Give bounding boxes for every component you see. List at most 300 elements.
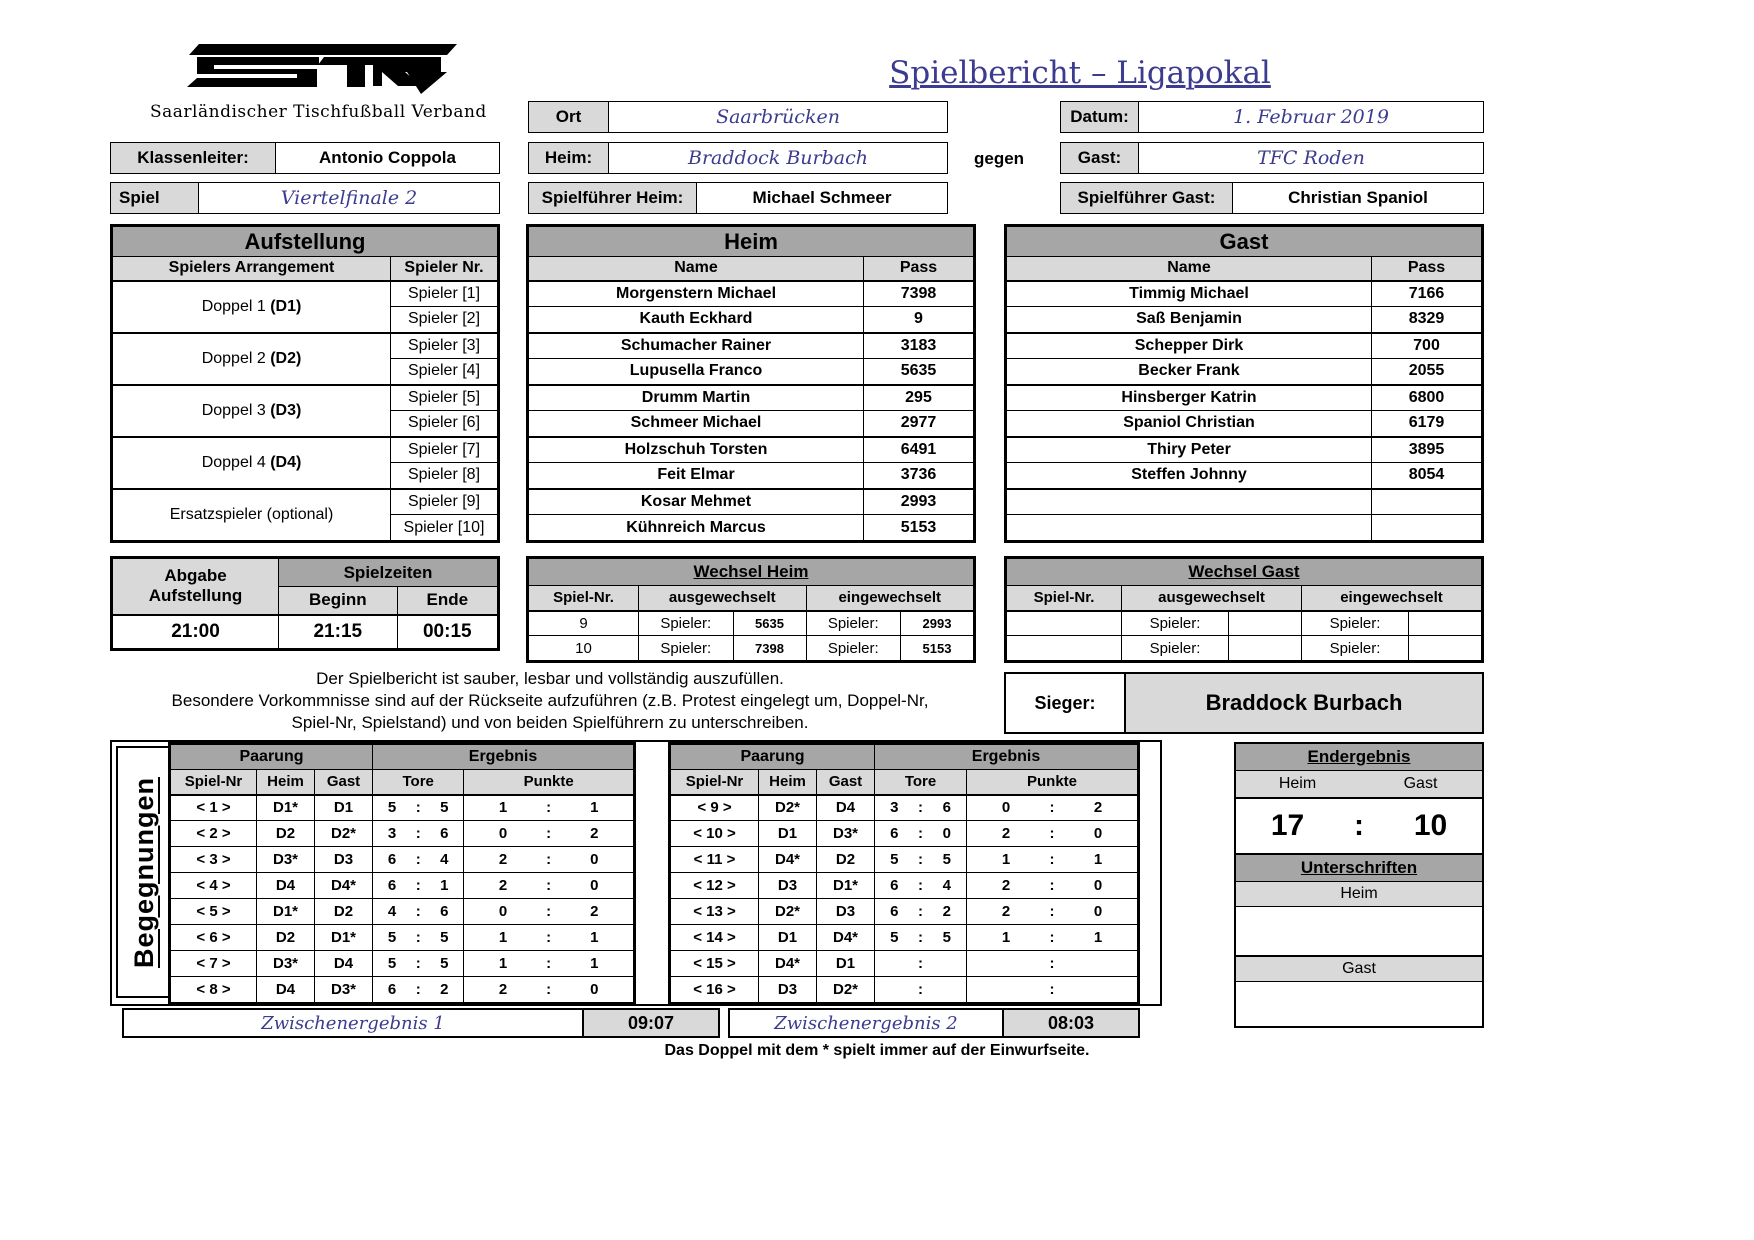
tore-colon: : xyxy=(411,925,425,951)
heim-field xyxy=(528,142,948,174)
match-tore-gast[interactable]: 6 xyxy=(425,899,464,925)
match-tore-gast[interactable]: 6 xyxy=(425,821,464,847)
match-heim-doppel[interactable]: D2* xyxy=(759,795,817,821)
col-spielnr-right: Spiel-Nr xyxy=(671,770,759,795)
heim-player-name[interactable]: Kühnreich Marcus xyxy=(529,515,864,541)
endergebnis-col-heim: Heim xyxy=(1278,775,1317,792)
wechsel-gast-in-value[interactable] xyxy=(1408,612,1481,636)
match-spielnr: < 13 > xyxy=(671,899,759,925)
aufstellung-player-slot[interactable]: Spieler [7] xyxy=(391,437,498,463)
spielfuehrer-heim-label: Spielführer Heim: xyxy=(529,183,697,213)
signature-gast-area[interactable] xyxy=(1236,982,1482,1026)
note-line-2: Besondere Vorkommnisse sind auf der Rückseite aufzuführen (z.B. Protest eingelegt um, Doppel-Nr, xyxy=(171,690,929,710)
punkte-colon: : xyxy=(542,821,556,847)
col-heim-right: Heim xyxy=(759,770,817,795)
match-spielnr: < 2 > xyxy=(171,821,257,847)
klassenleiter-field xyxy=(110,142,500,174)
match-heim-doppel[interactable]: D3* xyxy=(257,847,315,873)
aufstellung-table xyxy=(110,224,500,543)
match-punkte-heim[interactable]: 2 xyxy=(967,821,1045,847)
gast-player-pass[interactable]: 8329 xyxy=(1372,307,1482,333)
endergebnis-panel xyxy=(1234,742,1484,1028)
heim-player-name[interactable]: Feit Elmar xyxy=(529,463,864,489)
wechsel-heim-table xyxy=(526,556,976,663)
match-punkte-heim[interactable]: 0 xyxy=(967,795,1045,821)
aufstellung-player-slot[interactable]: Spieler [1] xyxy=(391,281,498,307)
datum-label: Datum: xyxy=(1061,102,1139,132)
spielzeiten-col-beginn: Beginn xyxy=(279,587,398,615)
punkte-colon: : xyxy=(1045,847,1059,873)
match-tore-gast[interactable]: 0 xyxy=(928,821,967,847)
col-tore-right: Tore xyxy=(875,770,967,795)
match-heim-doppel[interactable]: D3 xyxy=(759,873,817,899)
punkte-colon: : xyxy=(1045,873,1059,899)
gast-label: Gast: xyxy=(1061,143,1139,173)
match-punkte-heim[interactable]: 2 xyxy=(967,873,1045,899)
match-spielnr: < 7 > xyxy=(171,951,257,977)
match-punkte-heim[interactable]: 1 xyxy=(967,925,1045,951)
match-punkte-heim[interactable]: 1 xyxy=(464,951,542,977)
aufstellung-player-slot[interactable]: Spieler [9] xyxy=(391,489,498,515)
heim-player-name[interactable]: Schumacher Rainer xyxy=(529,333,864,359)
aufstellung-group-label: Ersatzspieler (optional) xyxy=(113,489,391,541)
gast-player-name[interactable]: Spaniol Christian xyxy=(1007,411,1372,437)
match-tore-gast[interactable]: 5 xyxy=(425,925,464,951)
aufstellung-player-slot[interactable]: Spieler [3] xyxy=(391,333,498,359)
match-tore-gast[interactable]: 1 xyxy=(425,873,464,899)
heim-player-name[interactable]: Holzschuh Torsten xyxy=(529,437,864,463)
gegen-label: gegen xyxy=(974,149,1025,168)
begegnungen-side-label: Begegnungen xyxy=(128,776,159,968)
match-punkte-heim[interactable] xyxy=(967,977,1045,1003)
wechsel-gast-out-value[interactable] xyxy=(1228,636,1301,660)
heim-player-pass[interactable]: 5635 xyxy=(864,359,974,385)
match-punkte-gast[interactable]: 2 xyxy=(556,821,634,847)
wechsel-gast-caption: Wechsel Gast xyxy=(1007,559,1482,586)
gast-player-name[interactable]: Saß Benjamin xyxy=(1007,307,1372,333)
note-line-3: Spiel-Nr, Spielstand) und von beiden Spielführern zu unterschreiben. xyxy=(291,712,809,732)
abgabe-line1: Abgabe xyxy=(164,566,227,586)
heim-player-name[interactable]: Kauth Eckhard xyxy=(529,307,864,333)
match-punkte-heim[interactable]: 0 xyxy=(464,821,542,847)
gast-player-name[interactable]: Schepper Dirk xyxy=(1007,333,1372,359)
match-tore-gast[interactable]: 5 xyxy=(928,925,967,951)
match-tore-gast[interactable] xyxy=(928,977,967,1003)
zwischenergebnis-1-label: Zwischenergebnis 1 xyxy=(124,1010,584,1036)
match-gast-doppel[interactable]: D3* xyxy=(315,977,373,1003)
gast-player-name[interactable]: Timmig Michael xyxy=(1007,281,1372,307)
wechsel-heim-spielnr[interactable]: 10 xyxy=(529,636,639,661)
match-tore-gast[interactable]: 4 xyxy=(928,873,967,899)
wechsel-heim-spielnr[interactable]: 9 xyxy=(529,611,639,636)
aufstellung-player-slot[interactable]: Spieler [4] xyxy=(391,359,498,385)
match-punkte-heim[interactable]: 2 xyxy=(464,847,542,873)
match-punkte-heim[interactable]: 1 xyxy=(967,847,1045,873)
punkte-colon: : xyxy=(1045,899,1059,925)
gast-player-name[interactable] xyxy=(1007,515,1372,541)
match-tore-heim[interactable]: 6 xyxy=(373,873,412,899)
beginn-value[interactable]: 21:15 xyxy=(279,615,398,649)
spiel-value[interactable]: Viertelfinale 2 xyxy=(199,183,499,213)
match-punkte-heim[interactable]: 2 xyxy=(464,977,542,1003)
aufstellung-col-arrangement: Spielers Arrangement xyxy=(113,257,391,281)
match-tore-gast[interactable]: 2 xyxy=(928,899,967,925)
spielfuehrer-heim-value[interactable]: Michael Schmeer xyxy=(697,183,947,213)
match-heim-doppel[interactable]: D4* xyxy=(759,951,817,977)
heim-team-caption: Heim xyxy=(529,227,974,257)
stv-logo-icon xyxy=(169,42,461,100)
match-gast-doppel[interactable]: D3* xyxy=(817,821,875,847)
match-tore-heim[interactable]: 5 xyxy=(875,925,914,951)
wechsel-heim-col-spielnr: Spiel-Nr. xyxy=(529,586,639,611)
heim-player-name[interactable]: Lupusella Franco xyxy=(529,359,864,385)
match-gast-doppel[interactable]: D1* xyxy=(817,873,875,899)
heim-player-name[interactable]: Drumm Martin xyxy=(529,385,864,411)
match-spielnr: < 10 > xyxy=(671,821,759,847)
match-spielnr: < 8 > xyxy=(171,977,257,1003)
match-tore-heim[interactable]: 6 xyxy=(373,847,412,873)
match-tore-gast[interactable]: 5 xyxy=(928,847,967,873)
wechsel-heim-out-label: Spieler: xyxy=(660,639,712,657)
federation-logo-block xyxy=(150,42,487,122)
endergebnis-heim-score[interactable]: 17 xyxy=(1270,809,1305,842)
paarung-header-right: Paarung xyxy=(671,745,875,770)
spielzeiten-caption: Spielzeiten xyxy=(279,559,498,587)
wechsel-heim-in-value[interactable]: 2993 xyxy=(900,612,973,636)
ende-value[interactable]: 00:15 xyxy=(397,615,497,649)
spielzeiten-col-ende: Ende xyxy=(397,587,497,615)
match-gast-doppel[interactable]: D2 xyxy=(817,847,875,873)
match-punkte-gast[interactable]: 1 xyxy=(556,795,634,821)
wechsel-heim-out-label: Spieler: xyxy=(660,614,712,632)
match-gast-doppel[interactable]: D2 xyxy=(315,899,373,925)
heim-player-name[interactable]: Schmeer Michael xyxy=(529,411,864,437)
match-punkte-gast[interactable]: 0 xyxy=(1059,821,1138,847)
heim-player-pass[interactable]: 7398 xyxy=(864,281,974,307)
match-punkte-gast[interactable] xyxy=(1059,977,1138,1003)
gast-player-name[interactable]: Becker Frank xyxy=(1007,359,1372,385)
heim-player-pass[interactable]: 295 xyxy=(864,385,974,411)
match-punkte-gast[interactable]: 2 xyxy=(556,899,634,925)
endergebnis-gast-score[interactable]: 10 xyxy=(1413,809,1448,842)
match-heim-doppel[interactable]: D1 xyxy=(759,925,817,951)
zwischenergebnis-1-box xyxy=(122,1008,720,1038)
wechsel-heim-out-value[interactable]: 5635 xyxy=(733,612,806,636)
zwischenergebnis-2-box xyxy=(728,1008,1140,1038)
footnote: Das Doppel mit dem * spielt immer auf der Einwurfseite. xyxy=(664,1042,1090,1059)
match-tore-heim[interactable] xyxy=(875,977,914,1003)
match-spielnr: < 14 > xyxy=(671,925,759,951)
wechsel-gast-table xyxy=(1004,556,1484,663)
tore-colon: : xyxy=(914,795,928,821)
match-tore-gast[interactable]: 6 xyxy=(928,795,967,821)
sieger-value[interactable]: Braddock Burbach xyxy=(1126,674,1482,732)
match-gast-doppel[interactable]: D2* xyxy=(315,821,373,847)
note-line-1: Der Spielbericht ist sauber, lesbar und vollständig auszufüllen. xyxy=(316,669,784,688)
match-tore-gast[interactable]: 2 xyxy=(425,977,464,1003)
signature-heim-area[interactable] xyxy=(1236,907,1482,957)
tore-colon: : xyxy=(914,847,928,873)
match-punkte-gast[interactable]: 1 xyxy=(556,925,634,951)
tore-colon: : xyxy=(914,951,928,977)
match-punkte-gast[interactable]: 2 xyxy=(1059,795,1138,821)
tore-colon: : xyxy=(411,873,425,899)
gast-team-caption: Gast xyxy=(1007,227,1482,257)
tore-colon: : xyxy=(914,925,928,951)
match-spielnr: < 15 > xyxy=(671,951,759,977)
sieger-label: Sieger: xyxy=(1006,674,1126,732)
aufstellung-player-slot[interactable]: Spieler [5] xyxy=(391,385,498,411)
match-gast-doppel[interactable]: D4* xyxy=(817,925,875,951)
match-tore-heim[interactable] xyxy=(875,951,914,977)
match-heim-doppel[interactable]: D4 xyxy=(257,977,315,1003)
abgabe-label xyxy=(113,559,279,615)
match-spielnr: < 12 > xyxy=(671,873,759,899)
match-punkte-gast[interactable]: 0 xyxy=(556,847,634,873)
heim-player-pass[interactable]: 2977 xyxy=(864,411,974,437)
tore-colon: : xyxy=(411,899,425,925)
punkte-colon: : xyxy=(1045,795,1059,821)
punkte-colon: : xyxy=(1045,821,1059,847)
punkte-colon: : xyxy=(542,847,556,873)
sieger-box xyxy=(1004,672,1484,734)
gast-player-pass[interactable]: 6800 xyxy=(1372,385,1482,411)
wechsel-gast-out-value[interactable] xyxy=(1228,612,1301,636)
wechsel-gast-in-value[interactable] xyxy=(1408,636,1481,660)
match-punkte-gast[interactable]: 0 xyxy=(1059,873,1138,899)
wechsel-heim-in-label: Spieler: xyxy=(827,614,879,632)
klassenleiter-value[interactable]: Antonio Coppola xyxy=(276,143,499,173)
gast-field xyxy=(1060,142,1484,174)
match-gast-doppel[interactable]: D4 xyxy=(817,795,875,821)
wechsel-gast-in-label: Spieler: xyxy=(1329,639,1381,657)
match-tore-heim[interactable]: 5 xyxy=(875,847,914,873)
page-title: Spielbericht – Ligapokal xyxy=(889,55,1271,91)
gast-player-pass[interactable]: 6179 xyxy=(1372,411,1482,437)
match-gast-doppel[interactable]: D3 xyxy=(817,899,875,925)
tore-colon: : xyxy=(411,951,425,977)
match-tore-gast[interactable]: 5 xyxy=(425,795,464,821)
match-gast-doppel[interactable]: D2* xyxy=(817,977,875,1003)
wechsel-heim-in-value[interactable]: 5153 xyxy=(900,636,973,660)
punkte-colon: : xyxy=(1045,925,1059,951)
match-heim-doppel[interactable]: D2 xyxy=(257,821,315,847)
gast-player-name[interactable]: Hinsberger Katrin xyxy=(1007,385,1372,411)
match-spielnr: < 3 > xyxy=(171,847,257,873)
klassenleiter-label: Klassenleiter: xyxy=(111,143,276,173)
match-heim-doppel[interactable]: D1 xyxy=(759,821,817,847)
match-tore-heim[interactable]: 5 xyxy=(373,925,412,951)
punkte-colon: : xyxy=(1045,977,1059,1003)
punkte-colon: : xyxy=(542,951,556,977)
tore-colon: : xyxy=(914,899,928,925)
gast-team-table xyxy=(1004,224,1484,543)
match-heim-doppel[interactable]: D2 xyxy=(257,925,315,951)
match-heim-doppel[interactable]: D4* xyxy=(759,847,817,873)
heim-team-table xyxy=(526,224,976,543)
gast-player-name[interactable]: Steffen Johnny xyxy=(1007,463,1372,489)
heim-label: Heim: xyxy=(529,143,609,173)
zwischenergebnis-2-label: Zwischenergebnis 2 xyxy=(730,1010,1004,1036)
match-tore-gast[interactable] xyxy=(928,951,967,977)
gast-player-pass[interactable]: 2055 xyxy=(1372,359,1482,385)
match-spielnr: < 16 > xyxy=(671,977,759,1003)
wechsel-gast-out-label: Spieler: xyxy=(1149,614,1201,632)
endergebnis-caption: Endergebnis xyxy=(1236,744,1482,771)
match-punkte-heim[interactable]: 2 xyxy=(464,873,542,899)
match-punkte-gast[interactable]: 1 xyxy=(556,951,634,977)
wechsel-gast-col-in: eingewechselt xyxy=(1302,586,1482,611)
match-tore-heim[interactable]: 5 xyxy=(373,951,412,977)
ort-value[interactable]: Saarbrücken xyxy=(609,102,947,132)
wechsel-gast-col-spielnr: Spiel-Nr. xyxy=(1007,586,1122,611)
match-gast-doppel[interactable]: D1 xyxy=(315,795,373,821)
endergebnis-separator: : xyxy=(1354,809,1364,842)
heim-player-pass[interactable]: 2993 xyxy=(864,489,974,515)
gast-player-pass[interactable]: 700 xyxy=(1372,333,1482,359)
match-tore-heim[interactable]: 4 xyxy=(373,899,412,925)
match-tore-gast[interactable]: 5 xyxy=(425,951,464,977)
match-spielnr: < 4 > xyxy=(171,873,257,899)
gast-player-name[interactable]: Thiry Peter xyxy=(1007,437,1372,463)
tore-colon: : xyxy=(914,977,928,1003)
ergebnis-header-right: Ergebnis xyxy=(875,745,1138,770)
gast-player-pass[interactable] xyxy=(1372,489,1482,515)
wechsel-gast-spielnr[interactable] xyxy=(1007,636,1122,661)
match-tore-heim[interactable]: 6 xyxy=(373,977,412,1003)
heim-value[interactable]: Braddock Burbach xyxy=(609,143,947,173)
match-heim-doppel[interactable]: D2* xyxy=(759,899,817,925)
gast-col-name: Name xyxy=(1007,257,1372,281)
match-gast-doppel[interactable]: D1 xyxy=(817,951,875,977)
heim-player-pass[interactable]: 3736 xyxy=(864,463,974,489)
match-spielnr: < 11 > xyxy=(671,847,759,873)
paarung-header-left: Paarung xyxy=(171,745,373,770)
aufstellung-player-slot[interactable]: Spieler [2] xyxy=(391,307,498,333)
match-heim-doppel[interactable]: D4 xyxy=(257,873,315,899)
match-punkte-heim[interactable]: 1 xyxy=(464,795,542,821)
match-punkte-heim[interactable]: 2 xyxy=(967,899,1045,925)
match-punkte-gast[interactable]: 1 xyxy=(1059,847,1138,873)
tore-colon: : xyxy=(411,977,425,1003)
col-punkte-left: Punkte xyxy=(464,770,634,795)
aufstellung-group-label: Doppel 4 (D4) xyxy=(113,437,391,489)
match-heim-doppel[interactable]: D1* xyxy=(257,795,315,821)
ergebnis-header-left: Ergebnis xyxy=(373,745,634,770)
spiel-field xyxy=(110,182,500,214)
match-punkte-heim[interactable]: 1 xyxy=(464,925,542,951)
wechsel-heim-out-value[interactable]: 7398 xyxy=(733,636,806,660)
match-heim-doppel[interactable]: D3* xyxy=(257,951,315,977)
gast-player-pass[interactable]: 7166 xyxy=(1372,281,1482,307)
match-tore-heim[interactable]: 6 xyxy=(875,821,914,847)
match-tore-heim[interactable]: 5 xyxy=(373,795,412,821)
wechsel-gast-out-label: Spieler: xyxy=(1149,639,1201,657)
match-punkte-heim[interactable] xyxy=(967,951,1045,977)
punkte-colon: : xyxy=(542,873,556,899)
heim-player-pass[interactable]: 5153 xyxy=(864,515,974,541)
col-tore-left: Tore xyxy=(373,770,464,795)
spielfuehrer-gast-field xyxy=(1060,182,1484,214)
match-heim-doppel[interactable]: D3 xyxy=(759,977,817,1003)
match-gast-doppel[interactable]: D3 xyxy=(315,847,373,873)
match-tore-heim[interactable]: 6 xyxy=(875,899,914,925)
spiel-label: Spiel xyxy=(111,183,199,213)
match-punkte-gast[interactable]: 0 xyxy=(1059,899,1138,925)
match-punkte-gast[interactable]: 0 xyxy=(556,977,634,1003)
wechsel-gast-spielnr[interactable] xyxy=(1007,611,1122,636)
match-punkte-heim[interactable]: 0 xyxy=(464,899,542,925)
heim-player-name[interactable]: Kosar Mehmet xyxy=(529,489,864,515)
wechsel-heim-col-in: eingewechselt xyxy=(806,586,974,611)
heim-player-pass[interactable]: 3183 xyxy=(864,333,974,359)
spielfuehrer-heim-field xyxy=(528,182,948,214)
match-punkte-gast[interactable]: 0 xyxy=(556,873,634,899)
aufstellung-player-slot[interactable]: Spieler [8] xyxy=(391,463,498,489)
match-spielnr: < 1 > xyxy=(171,795,257,821)
wechsel-heim-caption: Wechsel Heim xyxy=(529,559,974,586)
col-punkte-right: Punkte xyxy=(967,770,1138,795)
tore-colon: : xyxy=(914,821,928,847)
heim-player-pass[interactable]: 9 xyxy=(864,307,974,333)
wechsel-heim-in-label: Spieler: xyxy=(827,639,879,657)
match-tore-gast[interactable]: 4 xyxy=(425,847,464,873)
heim-player-pass[interactable]: 6491 xyxy=(864,437,974,463)
aufstellung-group-label: Doppel 3 (D3) xyxy=(113,385,391,437)
heim-player-name[interactable]: Morgenstern Michael xyxy=(529,281,864,307)
gast-player-name[interactable] xyxy=(1007,489,1372,515)
match-tore-heim[interactable]: 6 xyxy=(875,873,914,899)
wechsel-heim-col-out: ausgewechselt xyxy=(639,586,807,611)
match-tore-heim[interactable]: 3 xyxy=(373,821,412,847)
aufstellung-col-nr: Spieler Nr. xyxy=(391,257,498,281)
gast-player-pass[interactable]: 8054 xyxy=(1372,463,1482,489)
gast-player-pass[interactable]: 3895 xyxy=(1372,437,1482,463)
tore-colon: : xyxy=(411,795,425,821)
zwischenergebnis-1-value[interactable]: 09:07 xyxy=(584,1010,718,1036)
match-punkte-gast[interactable]: 1 xyxy=(1059,925,1138,951)
aufstellung-player-slot[interactable]: Spieler [6] xyxy=(391,411,498,437)
match-table-right xyxy=(668,742,1140,1005)
gast-col-pass: Pass xyxy=(1372,257,1482,281)
punkte-colon: : xyxy=(1045,951,1059,977)
aufstellung-player-slot[interactable]: Spieler [10] xyxy=(391,515,498,541)
federation-name: Saarländischer Tischfußball Verband xyxy=(150,102,487,122)
datum-value[interactable]: 1. Februar 2019 xyxy=(1139,102,1483,132)
gast-value[interactable]: TFC Roden xyxy=(1139,143,1483,173)
match-tore-heim[interactable]: 3 xyxy=(875,795,914,821)
match-heim-doppel[interactable]: D1* xyxy=(257,899,315,925)
ort-label: Ort xyxy=(529,102,609,132)
match-punkte-gast[interactable] xyxy=(1059,951,1138,977)
match-gast-doppel[interactable]: D4 xyxy=(315,951,373,977)
spielfuehrer-gast-value[interactable]: Christian Spaniol xyxy=(1233,183,1483,213)
aufstellung-group-label: Doppel 2 (D2) xyxy=(113,333,391,385)
match-gast-doppel[interactable]: D1* xyxy=(315,925,373,951)
unterschriften-caption: Unterschriften xyxy=(1236,855,1482,882)
zwischenergebnis-2-value[interactable]: 08:03 xyxy=(1004,1010,1138,1036)
col-gast-right: Gast xyxy=(817,770,875,795)
abgabe-line2: Aufstellung xyxy=(148,586,243,606)
wechsel-gast-in-label: Spieler: xyxy=(1329,614,1381,632)
match-gast-doppel[interactable]: D4* xyxy=(315,873,373,899)
tore-colon: : xyxy=(411,847,425,873)
gast-player-pass[interactable] xyxy=(1372,515,1482,541)
heim-col-pass: Pass xyxy=(864,257,974,281)
abgabe-value[interactable]: 21:00 xyxy=(113,615,279,649)
tore-colon: : xyxy=(914,873,928,899)
spielfuehrer-gast-label: Spielführer Gast: xyxy=(1061,183,1233,213)
